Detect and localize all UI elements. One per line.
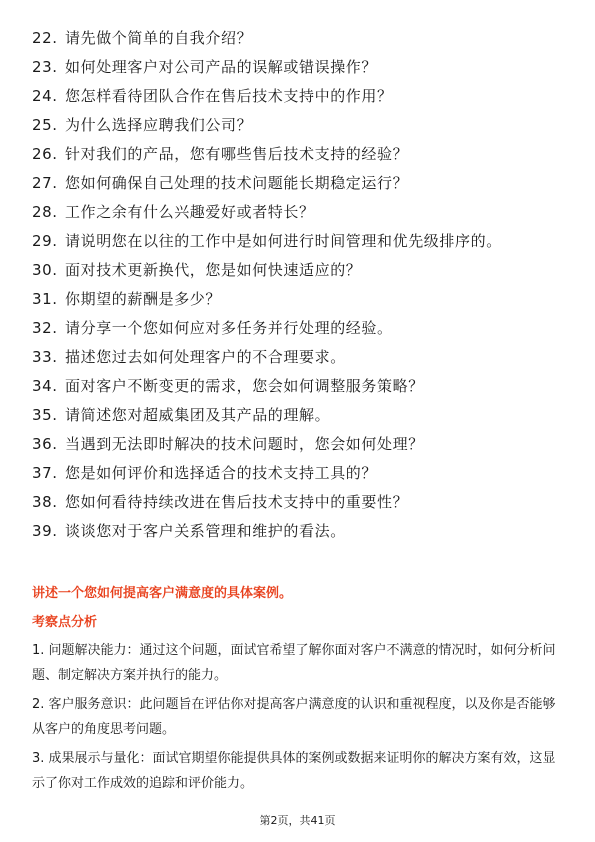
question-text: 你期望的薪酬是多少？ <box>65 290 222 308</box>
question-number: 28. <box>32 202 58 221</box>
question-number: 33. <box>32 347 58 366</box>
question-text: 请先做个简单的自我介绍？ <box>65 29 253 47</box>
list-item <box>32 313 572 342</box>
question-text: 您怎样看待团队合作在售后技术支持中的作用？ <box>65 87 393 105</box>
list-item <box>32 284 572 313</box>
list-item <box>32 255 572 284</box>
list-item <box>32 110 572 139</box>
analysis-point: 1. 问题解决能力：通过这个问题，面试官希望了解你面对客户不满意的情况时，如何分析问题、制定解决方案并执行的能力。 <box>32 643 556 683</box>
question-number: 25. <box>32 115 58 134</box>
question-text: 您如何看待持续改进在售后技术支持中的重要性？ <box>65 493 409 511</box>
question-number: 37. <box>32 463 58 482</box>
question-number: 29. <box>32 231 58 250</box>
question-text: 请简述您对超威集团及其产品的理解。 <box>65 406 331 424</box>
list-item <box>32 197 572 226</box>
list-item <box>32 516 572 545</box>
list-item <box>32 458 572 487</box>
analysis-list <box>32 638 567 800</box>
question-text: 面对客户不断变更的需求，您会如何调整服务策略？ <box>65 377 424 395</box>
question-number: 27. <box>32 173 58 192</box>
question-text: 您是如何评价和选择适合的技术支持工具的？ <box>65 464 378 482</box>
list-item <box>32 487 572 516</box>
analysis-point: 2. 客户服务意识：此问题旨在评估你对提高客户满意度的认识和重视程度，以及你是否能够从客户的角度思考问题。 <box>32 697 556 737</box>
question-text: 描述您过去如何处理客户的不合理要求。 <box>65 348 346 366</box>
question-text: 谈谈您对于客户关系管理和维护的看法。 <box>65 522 346 540</box>
question-number: 36. <box>32 434 58 453</box>
list-item <box>32 226 572 255</box>
question-text: 您如何确保自己处理的技术问题能长期稳定运行？ <box>65 174 409 192</box>
analysis-heading: 考察点分析 <box>32 615 98 630</box>
list-item <box>32 168 572 197</box>
question-number: 23. <box>32 57 58 76</box>
featured-question-heading: 讲述一个您如何提高客户满意度的具体案例。 <box>32 586 293 601</box>
question-text: 针对我们的产品，您有哪些售后技术支持的经验？ <box>65 145 409 163</box>
list-item <box>32 139 572 168</box>
question-list <box>32 23 572 545</box>
list-item <box>32 23 572 52</box>
question-number: 34. <box>32 376 58 395</box>
list-item <box>32 81 572 110</box>
list-item <box>32 52 572 81</box>
question-text: 如何处理客户对公司产品的误解或错误操作？ <box>65 58 378 76</box>
list-item <box>32 342 572 371</box>
list-item <box>32 429 572 458</box>
question-text: 为什么选择应聘我们公司？ <box>65 116 253 134</box>
question-number: 24. <box>32 86 58 105</box>
question-text: 请分享一个您如何应对多任务并行处理的经验。 <box>65 319 393 337</box>
analysis-point: 3. 成果展示与量化：面试官期望你能提供具体的案例或数据来证明你的解决方案有效，这显示了你对工作成效的追踪和评价能力。 <box>32 751 556 791</box>
question-number: 32. <box>32 318 58 337</box>
question-number: 22. <box>32 28 58 47</box>
question-number: 26. <box>32 144 58 163</box>
question-number: 38. <box>32 492 58 511</box>
question-text: 当遇到无法即时解决的技术问题时，您会如何处理？ <box>65 435 424 453</box>
question-number: 35. <box>32 405 58 424</box>
question-number: 30. <box>32 260 58 279</box>
list-item <box>32 400 572 429</box>
question-number: 31. <box>32 289 58 308</box>
question-text: 面对技术更新换代，您是如何快速适应的？ <box>65 261 362 279</box>
page-number-footer: 第2页，共41页 <box>259 814 336 827</box>
question-number: 39. <box>32 521 58 540</box>
list-item <box>32 371 572 400</box>
question-text: 请说明您在以往的工作中是如何进行时间管理和优先级排序的。 <box>65 232 502 250</box>
question-text: 工作之余有什么兴趣爱好或者特长？ <box>65 203 315 221</box>
